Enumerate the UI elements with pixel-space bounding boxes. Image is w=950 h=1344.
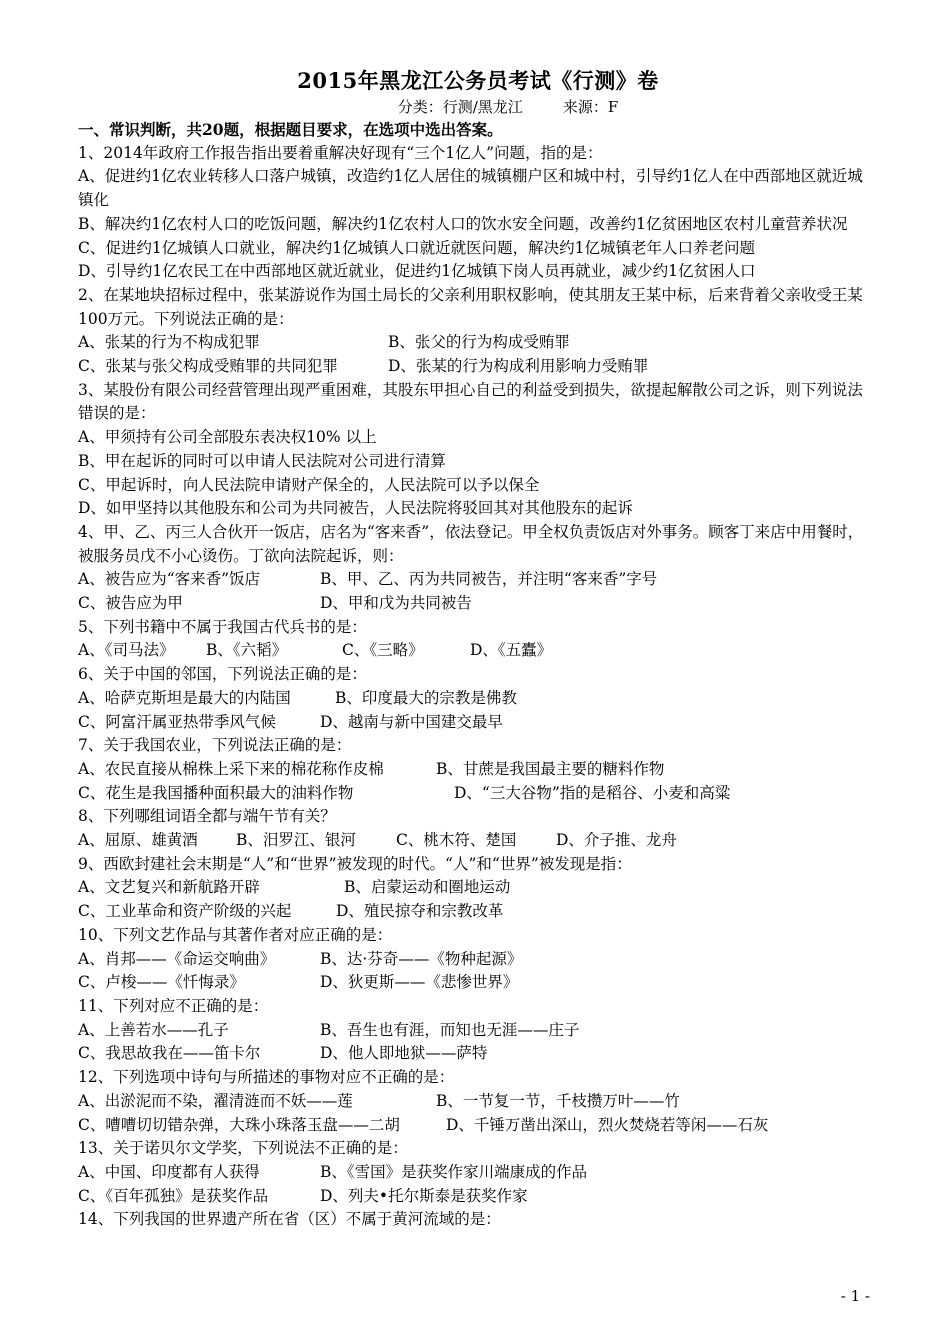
question-13-option-a: A、中国、印度都有人获得 bbox=[78, 1162, 260, 1181]
question-9-option-a: A、文艺复兴和新航路开辟 bbox=[78, 878, 260, 897]
question-2-options-row1 bbox=[78, 331, 878, 355]
question-10-stem: 10、下列文艺作品与其著作者对应正确的是： bbox=[78, 925, 393, 944]
question-9-option-c: C、工业革命和资产阶级的兴起 bbox=[78, 902, 292, 921]
question-2-option-c: C、张某与张父构成受贿罪的共同犯罪 bbox=[78, 357, 338, 376]
question-6-stem: 6、关于中国的邻国，下列说法正确的是： bbox=[78, 665, 367, 684]
question-7-option-a: A、农民直接从棉株上采下来的棉花称作皮棉 bbox=[78, 759, 384, 778]
document-page bbox=[78, 66, 878, 1232]
question-6-options-row2 bbox=[78, 711, 878, 735]
category-label: 分类：行测/黑龙江 bbox=[397, 98, 523, 116]
question-11-option-c: C、我思故我在——笛卡尔 bbox=[78, 1044, 261, 1063]
question-3-option-a: A、甲须持有公司全部股东表决权10% 以上 bbox=[78, 428, 377, 447]
question-6-option-c: C、阿富汗属亚热带季风气候 bbox=[78, 712, 276, 731]
question-6-option-b: B、印度最大的宗教是佛教 bbox=[335, 688, 517, 707]
question-12-stem: 12、下列选项中诗句与所描述的事物对应不正确的是： bbox=[78, 1068, 455, 1087]
question-10-option-c: C、卢梭——《忏悔录》 bbox=[78, 973, 245, 992]
question-10-option-b: B、达·芬奇——《物种起源》 bbox=[320, 949, 523, 968]
question-1-option-c: C、促进约1亿城镇人口就业，解决约1亿城镇人口就近就医问题，解决约1亿城镇老年人口养老问题 bbox=[78, 238, 755, 257]
question-6-options-row1 bbox=[78, 687, 878, 711]
question-12-options-row1 bbox=[78, 1090, 878, 1114]
question-12-option-c: C、嘈嘈切切错杂弹，大珠小珠落玉盘——二胡 bbox=[78, 1115, 400, 1134]
question-8-options bbox=[78, 829, 878, 853]
question-6-option-a: A、哈萨克斯坦是最大的内陆国 bbox=[78, 688, 291, 707]
question-6-option-d: D、越南与新中国建交最早 bbox=[320, 712, 503, 731]
question-2-stem: 2、在某地块招标过程中，张某游说作为国土局长的父亲利用职权影响，使其朋友王某中标，后来背着父亲收受王某100万元。下列说法正确的是： bbox=[78, 285, 863, 328]
question-11-option-b: B、吾生也有涯，而知也无涯——庄子 bbox=[320, 1020, 580, 1039]
question-1-stem: 1、2014年政府工作报告指出要着重解决好现有“三个1亿人”问题，指的是： bbox=[78, 143, 603, 162]
question-5-option-b: B、《六韬》 bbox=[206, 641, 288, 660]
question-13-options-row1 bbox=[78, 1161, 878, 1185]
question-4-option-a: A、被告应为“客来香”饭店 bbox=[78, 570, 261, 589]
question-9-stem: 9、西欧封建社会末期是“人”和“世界”被发现的时代。“人”和“世界”被发现是指： bbox=[78, 854, 632, 873]
question-13-option-d: D、列夫•托尔斯泰是获奖作家 bbox=[320, 1186, 528, 1205]
question-5-option-a: A、《司马法》 bbox=[78, 641, 175, 660]
section-heading: 一、常识判断，共20题，根据题目要求，在选项中选出答案。 bbox=[78, 120, 503, 139]
question-5-option-c: C、《三略》 bbox=[342, 641, 424, 660]
question-8-option-a: A、屈原、雄黄酒 bbox=[78, 831, 198, 850]
question-4-option-d: D、甲和戊为共同被告 bbox=[320, 594, 472, 613]
question-7-stem: 7、关于我国农业，下列说法正确的是： bbox=[78, 736, 352, 755]
question-2-options-row2 bbox=[78, 355, 878, 379]
question-11-option-a: A、上善若水——孔子 bbox=[78, 1020, 229, 1039]
question-9-option-d: D、殖民掠夺和宗教改革 bbox=[336, 902, 504, 921]
question-13-option-b: B、《雪国》是获奖作家川端康成的作品 bbox=[320, 1162, 588, 1181]
page-title: 2015年黑龙江公务员考试《行测》卷 bbox=[297, 68, 659, 93]
question-13-option-c: C、《百年孤独》是获奖作品 bbox=[78, 1186, 269, 1205]
question-13-options-row2 bbox=[78, 1185, 878, 1209]
question-7-options-row2 bbox=[78, 782, 878, 806]
question-12-option-d: D、千锤万凿出深山，烈火焚烧若等闲——石灰 bbox=[446, 1115, 769, 1134]
source-label: 来源：F bbox=[562, 98, 619, 116]
question-3-option-d: D、如甲坚持以其他股东和公司为共同被告，人民法院将驳回其对其他股东的起诉 bbox=[78, 499, 633, 518]
question-11-option-d: D、他人即地狱——萨特 bbox=[320, 1044, 488, 1063]
question-14-stem: 14、下列我国的世界遗产所在省（区）不属于黄河流域的是： bbox=[78, 1210, 501, 1229]
question-11-options-row1 bbox=[78, 1019, 878, 1043]
question-8-option-d: D、介子推、龙舟 bbox=[556, 831, 677, 850]
page-number: - 1 - bbox=[840, 1287, 870, 1305]
question-2-option-d: D、张某的行为构成利用影响力受贿罪 bbox=[388, 357, 649, 376]
question-3-option-c: C、甲起诉时，向人民法院申请财产保全的，人民法院可以予以保全 bbox=[78, 475, 540, 494]
question-9-option-b: B、启蒙运动和圈地运动 bbox=[344, 878, 511, 897]
question-5-option-d: D、《五蠹》 bbox=[470, 641, 553, 660]
question-7-options-row1 bbox=[78, 758, 878, 782]
doc-meta bbox=[78, 96, 878, 118]
question-4-options-row1 bbox=[78, 568, 878, 592]
question-8-stem: 8、下列哪组词语全都与端午节有关？ bbox=[78, 807, 336, 826]
question-4-options-row2 bbox=[78, 592, 878, 616]
question-2-option-a: A、张某的行为不构成犯罪 bbox=[78, 333, 260, 352]
question-10-option-a: A、肖邦——《命运交响曲》 bbox=[78, 949, 276, 968]
question-2-option-b: B、张父的行为构成受贿罪 bbox=[388, 333, 570, 352]
question-3-option-b: B、甲在起诉的同时可以申请人民法院对公司进行清算 bbox=[78, 451, 446, 470]
question-9-options-row1 bbox=[78, 876, 878, 900]
question-10-option-d: D、狄更斯——《悲惨世界》 bbox=[320, 973, 519, 992]
question-4-stem: 4、甲、乙、丙三人合伙开一饭店，店名为“客来香”，依法登记。甲全权负责饭店对外事务。顾客丁来店中用餐时，被服务员戊不小心烫伤。丁欲向法院起诉，则： bbox=[78, 522, 864, 565]
question-10-options-row1 bbox=[78, 948, 878, 972]
question-10-options-row2 bbox=[78, 971, 878, 995]
question-12-options-row2 bbox=[78, 1114, 878, 1138]
question-13-stem: 13、关于诺贝尔文学奖，下列说法不正确的是： bbox=[78, 1139, 408, 1158]
question-8-option-c: C、桃木符、楚国 bbox=[396, 831, 517, 850]
question-3-stem: 3、某股份有限公司经营管理出现严重困难，其股东甲担心自己的利益受到损失，欲提起解散公司之诉，则下列说法错误的是： bbox=[78, 380, 863, 423]
question-5-stem: 5、下列书籍中不属于我国古代兵书的是： bbox=[78, 617, 367, 636]
question-4-option-c: C、被告应为甲 bbox=[78, 594, 183, 613]
question-8-option-b: B、汨罗江、银河 bbox=[236, 831, 356, 850]
question-4-option-b: B、甲、乙、丙为共同被告，并注明“客来香”字号 bbox=[320, 570, 658, 589]
question-1-option-b: B、解决约1亿农村人口的吃饭问题，解决约1亿农村人口的饮水安全问题，改善约1亿贫困地区农村儿童营养状况 bbox=[78, 214, 848, 233]
question-11-options-row2 bbox=[78, 1042, 878, 1066]
question-1-option-a: A、促进约1亿农业转移人口落户城镇，改造约1亿人居住的城镇棚户区和城中村，引导约1亿人在中西部地区就近城镇化 bbox=[78, 167, 863, 210]
question-9-options-row2 bbox=[78, 900, 878, 924]
question-7-option-b: B、甘蔗是我国最主要的糖料作物 bbox=[436, 759, 665, 778]
question-12-option-a: A、出淤泥而不染，濯清涟而不妖——莲 bbox=[78, 1091, 353, 1110]
question-12-option-b: B、一节复一节，千枝攒万叶——竹 bbox=[436, 1091, 680, 1110]
question-7-option-c: C、花生是我国播种面积最大的油料作物 bbox=[78, 783, 354, 802]
question-1-option-d: D、引导约1亿农民工在中西部地区就近就业，促进约1亿城镇下岗人员再就业，减少约1亿贫困人口 bbox=[78, 262, 756, 281]
question-5-options bbox=[78, 639, 878, 663]
question-11-stem: 11、下列对应不正确的是： bbox=[78, 997, 269, 1015]
question-7-option-d: D、“三大谷物”指的是稻谷、小麦和高粱 bbox=[454, 783, 731, 802]
